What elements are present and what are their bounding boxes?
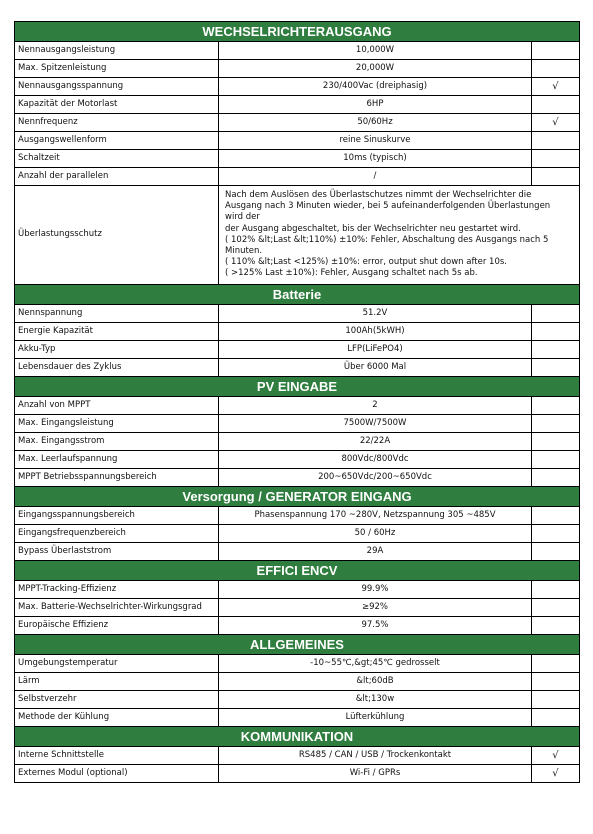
spec-value: 97.5% (219, 616, 532, 634)
check-mark: √ (531, 764, 579, 782)
spec-value: ≥92% (219, 598, 532, 616)
table-row (15, 96, 580, 114)
check-mark (531, 132, 579, 150)
check-mark (531, 450, 579, 468)
table-row (15, 432, 580, 450)
spec-value: 10,000W (219, 42, 532, 60)
spec-label: Kapazität der Motorlast (15, 96, 219, 114)
spec-value: 100Ah(5kWH) (219, 322, 532, 340)
table-row (15, 672, 580, 690)
table-row (15, 168, 580, 186)
spec-value: 29A (219, 542, 532, 560)
spec-label: Nennspannung (15, 304, 219, 322)
table-row (15, 506, 580, 524)
spec-value: RS485 / CAN / USB / Trockenkontakt (219, 746, 532, 764)
table-row (15, 746, 580, 764)
spec-value: Wi-Fi / GPRs (219, 764, 532, 782)
table-row (15, 524, 580, 542)
table-row (15, 150, 580, 168)
check-mark (531, 690, 579, 708)
table-row (15, 654, 580, 672)
spec-value: 800Vdc/800Vdc (219, 450, 532, 468)
check-mark (531, 304, 579, 322)
table-row (15, 468, 580, 486)
spec-value: 10ms (typisch) (219, 150, 532, 168)
spec-label: Anzahl von MPPT (15, 396, 219, 414)
spec-label: Bypass Überlaststrom (15, 542, 219, 560)
overload-line: Minuten. (225, 246, 263, 257)
check-mark (531, 340, 579, 358)
check-mark (531, 414, 579, 432)
spec-label: MPPT Betriebsspannungsbereich (15, 468, 219, 486)
check-mark (531, 96, 579, 114)
check-mark: √ (531, 746, 579, 764)
check-mark: √ (531, 78, 579, 96)
spec-value: 50 / 60Hz (219, 524, 532, 542)
spec-label: Max. Eingangsstrom (15, 432, 219, 450)
spec-value: 200~650Vdc/200~650Vdc (219, 468, 532, 486)
check-mark (531, 432, 579, 450)
section-title: Batterie (15, 284, 580, 304)
spec-label: Nennausgangsleistung (15, 42, 219, 60)
table-row (15, 114, 580, 132)
overload-description (219, 186, 580, 285)
check-mark (531, 672, 579, 690)
spec-label: Überlastungsschutz (15, 186, 219, 285)
table-row (15, 340, 580, 358)
check-mark (531, 598, 579, 616)
section-title: ALLGEMEINES (15, 634, 580, 654)
spec-value: 6HP (219, 96, 532, 114)
section-header-pv-eingabe (15, 376, 580, 396)
section-header-wechselrichterausgang (15, 22, 580, 42)
spec-label: Anzahl der parallelen (15, 168, 219, 186)
section-title: WECHSELRICHTERAUSGANG (15, 22, 580, 42)
spec-label: Ausgangswellenform (15, 132, 219, 150)
spec-label: Max. Leerlaufspannung (15, 450, 219, 468)
spec-value: / (219, 168, 532, 186)
overload-line: der Ausgang abgeschaltet, bis der Wechselrichter neu gestartet wird. (225, 223, 521, 234)
overload-line: wird der (225, 212, 260, 223)
spec-label: Nennfrequenz (15, 114, 219, 132)
table-row (15, 542, 580, 560)
table-row (15, 598, 580, 616)
spec-label: Schaltzeit (15, 150, 219, 168)
check-mark (531, 542, 579, 560)
table-row (15, 322, 580, 340)
table-row-overload (15, 186, 580, 285)
section-title: PV EINGABE (15, 376, 580, 396)
spec-label: Umgebungstemperatur (15, 654, 219, 672)
table-row (15, 78, 580, 96)
check-mark (531, 42, 579, 60)
spec-label: Energie Kapazität (15, 322, 219, 340)
spec-value: 2 (219, 396, 532, 414)
spec-label: Lebensdauer des Zyklus (15, 358, 219, 376)
check-mark (531, 150, 579, 168)
check-mark (531, 358, 579, 376)
spec-label: Eingangsspannungsbereich (15, 506, 219, 524)
spec-table (14, 21, 580, 783)
spec-value: 7500W/7500W (219, 414, 532, 432)
table-row (15, 396, 580, 414)
spec-label: Externes Modul (optional) (15, 764, 219, 782)
table-row (15, 690, 580, 708)
overload-line: Nach dem Auslösen des Überlastschutzes nimmt der Wechselrichter die (225, 190, 532, 200)
spec-value: &lt;60dB (219, 672, 532, 690)
check-mark (531, 468, 579, 486)
spec-value: 230/400Vac (dreiphasig) (219, 78, 532, 96)
check-mark (531, 322, 579, 340)
table-row (15, 450, 580, 468)
check-mark (531, 506, 579, 524)
section-header-versorgung-generator-eingang (15, 486, 580, 506)
section-header-batterie (15, 284, 580, 304)
spec-label: Eingangsfrequenzbereich (15, 524, 219, 542)
spec-label: Max. Batterie-Wechselrichter-Wirkungsgrad (15, 598, 219, 616)
spec-label: Europäische Effizienz (15, 616, 219, 634)
table-row (15, 580, 580, 598)
spec-label: Nennausgangsspannung (15, 78, 219, 96)
spec-value: reine Sinuskurve (219, 132, 532, 150)
spec-label: Interne Schnittstelle (15, 746, 219, 764)
spec-label: Akku-Typ (15, 340, 219, 358)
spec-value: Lüfterkühlung (219, 708, 532, 726)
check-mark (531, 60, 579, 78)
table-row (15, 132, 580, 150)
section-header-kommunikation (15, 726, 580, 746)
check-mark (531, 654, 579, 672)
check-mark (531, 524, 579, 542)
overload-line: Ausgang nach 3 Minuten wieder, bei 5 aufeinanderfolgenden Überlastungen (225, 201, 551, 212)
section-title: KOMMUNIKATION (15, 726, 580, 746)
spec-value: 20,000W (219, 60, 532, 78)
check-mark (531, 708, 579, 726)
spec-sheet (14, 21, 580, 783)
table-row (15, 764, 580, 782)
spec-value: Über 6000 Mal (219, 358, 532, 376)
spec-value: 50/60Hz (219, 114, 532, 132)
spec-label: Max. Eingangsleistung (15, 414, 219, 432)
table-row (15, 616, 580, 634)
spec-label: Max. Spitzenleistung (15, 60, 219, 78)
spec-value: -10~55℃,&gt;45℃ gedrosselt (219, 654, 532, 672)
check-mark (531, 168, 579, 186)
spec-value: LFP(LiFePO4) (219, 340, 532, 358)
spec-value: 51.2V (219, 304, 532, 322)
spec-value: &lt;130w (219, 690, 532, 708)
section-header-allgemeines (15, 634, 580, 654)
spec-label: Methode der Kühlung (15, 708, 219, 726)
table-row (15, 358, 580, 376)
table-row (15, 414, 580, 432)
spec-value: 99.9% (219, 580, 532, 598)
spec-value: Phasenspannung 170 ~280V, Netzspannung 305 ~485V (219, 506, 532, 524)
table-row (15, 60, 580, 78)
spec-label: Selbstverzehr (15, 690, 219, 708)
table-row (15, 304, 580, 322)
overload-line: ( 110% &lt;Last <125%) ±10%: error, output shut down after 10s. (225, 257, 507, 268)
section-title: Versorgung / GENERATOR EINGANG (15, 486, 580, 506)
table-row (15, 42, 580, 60)
check-mark: √ (531, 114, 579, 132)
check-mark (531, 580, 579, 598)
check-mark (531, 396, 579, 414)
section-title: EFFICI ENCV (15, 560, 580, 580)
spec-label: Lärm (15, 672, 219, 690)
check-mark (531, 616, 579, 634)
overload-line: ( >125% Last ±10%): Fehler, Ausgang schaltet nach 5s ab. (225, 268, 478, 279)
spec-label: MPPT-Tracking-Effizienz (15, 580, 219, 598)
spec-value: 22/22A (219, 432, 532, 450)
section-header-effici-encv (15, 560, 580, 580)
overload-line: ( 102% &lt;Last &lt;110%) ±10%: Fehler, Abschaltung des Ausgangs nach 5 (225, 234, 549, 245)
table-row (15, 708, 580, 726)
